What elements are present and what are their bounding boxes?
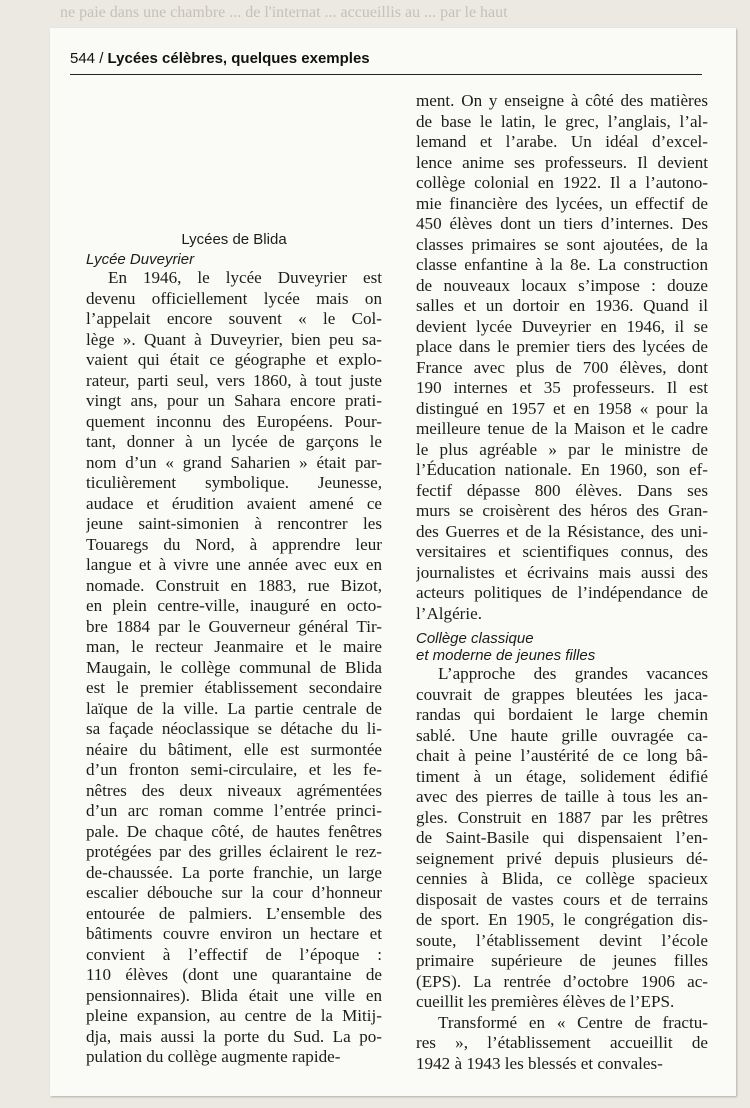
text-line: mie financière des lycées, un effectif de [416,193,708,213]
text-line: tant, donner à un lycée de garçons le [86,432,382,451]
text-line: néaire du bâtiment, elle est surmontée [86,739,382,759]
text-line: escalier débouche sur la cour d’honneur [86,883,382,902]
text-line: entourée de palmiers. L’ensemble des [86,903,382,923]
text-line: dja, mais aussi la porte du Sud. La po- [86,1026,382,1046]
text-line: Maugain, le collège communal de Blida [86,657,382,677]
text-line: Touaregs du Nord, à apprendre leur [86,534,382,554]
text-line: Transformé en « Centre de fractu- [438,1012,708,1032]
text-line: sablé. Une haute grille ouvragée ca- [416,725,708,745]
text-line: man, le recteur Jeanmaire et le maire [86,637,382,656]
text-line: lège ». Quant à Duveyrier, bien peu sa- [86,329,382,349]
text-line: avec des pierres de taille à tous les an- [416,787,708,806]
text-line: des Guerres et de la Résistance, des uni- [416,521,708,541]
text-line: chait à peine l’austérité de ce long bâ- [416,746,708,765]
section-title: Lycées de Blida [181,231,287,248]
subsection-title-college-line-1: Collège classique [416,630,534,647]
text-line: ticulièrement symbolique. Jeunesse, [86,473,382,492]
text-line: soute, l’établissement devint l’école [416,930,708,950]
text-line: murs se croisèrent des héros des Gran- [416,501,708,520]
text-line: couvrait de grappes bleutées les jaca- [416,684,708,704]
text-line: de nouveaux locaux s’impose : douze [416,275,708,295]
text-line: lence anime ses professeurs. Il devient [416,152,708,172]
text-line: devenu officiellement lycée mais on [86,288,382,308]
text-line: le plus agréable » par le ministre de [416,439,708,459]
text-line: de base le latin, le grec, l’anglais, l’al- [416,111,708,131]
text-line: bâtiments couvre environ un hectare et [86,924,382,943]
text-line: gles. Construit en 1887 par les prêtres [416,807,708,827]
text-line: jeune saint-simonien à rencontrer les [86,514,382,533]
text-line: 1942 à 1943 les blessés et convales- [416,1053,663,1073]
text-line: collège colonial en 1922. Il a l’autono- [416,173,708,192]
right-column-body-1 [416,91,708,624]
text-line: devient lycée Duveyrier en 1946, il se [416,316,708,336]
subsection-title-college-line-2: et moderne de jeunes filles [416,647,596,664]
text-line: de Saint-Basile qui dispensaient l’en- [416,828,708,847]
text-line: d’un arc roman comme l’entrée princi- [86,801,382,820]
text-line: l’appelait encore souvent « le Col- [86,309,382,328]
text-line: nêtres des deux niveaux agrémentées [86,780,382,800]
text-line: cueillit les premières élèves de l’EPS. [416,992,675,1011]
text-line: (EPS). La rentrée d’octobre 1906 ac- [416,971,708,991]
text-line: protégées par des grilles éclairent le rez- [86,842,382,861]
text-line: l’Éducation nationale. En 1960, son ef- [416,460,708,479]
right-column-body-2 [416,664,708,1074]
text-line: acteurs politiques de l’indépendance de [416,583,708,602]
text-line: classe enfantine à la 8e. La construction [416,255,708,274]
text-line: En 1946, le lycée Duveyrier est [108,268,382,287]
text-line: de-chaussée. La porte franchie, un large [86,862,382,882]
text-line: fectif dépasse 800 élèves. Dans ses [416,480,708,500]
text-line: 450 élèves dont un tiers d’internes. Des [416,214,708,233]
text-line: lemand et l’arabe. Un idéal d’excel- [416,132,708,151]
text-line: langue et à vivre une année avec eux en [86,555,382,574]
bleed-through-text: ne paie dans une chambre ... de l'internat ... accueillis au ... par le haut [60,4,508,21]
text-line: primaire supérieure de jeunes filles [416,951,708,970]
text-line: sa façade néoclassique se détache du li- [86,719,382,738]
text-line: pulation du collège augmente rapide- [86,1047,341,1066]
text-line: 190 internes et 35 professeurs. Il est [416,378,708,397]
text-line: d’un fronton semi-circulaire, et les fe- [86,760,382,779]
text-line: nom d’un « grand Saharien » était par- [86,452,382,472]
text-line: 110 élèves (dont une quarantaine de [86,965,382,984]
text-line: distingué en 1957 et en 1958 « pour la [416,398,708,418]
left-column-body [86,268,382,1068]
text-line: seignement privé depuis plusieurs dé- [416,848,708,868]
text-line: bre 1884 par le Gouverneur général Tir- [86,616,382,636]
text-line: salles et un dortoir en 1936. Quand il [416,296,708,315]
text-line: est le premier établissement secondaire [86,678,382,697]
text-line: vingt ans, pour un Sahara encore prati- [86,391,382,410]
text-line: France avec plus de 700 élèves, dont [416,357,708,377]
text-line: res », l’établissement accueillit de [416,1033,708,1052]
text-line: timent à un étage, solidement édifié [416,766,708,786]
text-line: nomade. Construit en 1883, rue Bizot, [86,575,382,595]
running-title: Lycées célèbres, quelques exemples [107,50,370,67]
text-line: convient à l’effectif de l’époque : [86,944,382,964]
text-line: pale. De chaque côté, de hautes fenêtres [86,821,382,841]
text-line: disposait de vastes cours et de terrains [416,889,708,909]
text-line: de sport. En 1905, le congrégation dis- [416,910,708,929]
text-line: classes primaires se sont ajoutées, de la [416,234,708,254]
text-line: l’Algérie. [416,603,482,623]
text-line: laïque de la ville. La partie centrale de [86,698,382,718]
text-line: ment. On y enseigne à côté des matières [416,91,708,110]
text-line: pensionnaires). Blida était une ville en [86,985,382,1005]
page-number: 544 / [70,50,104,67]
text-line: versitaires et scientifiques connus, des [416,542,708,561]
text-line: en plein centre-ville, inauguré en octo- [86,596,382,615]
text-line: journalistes et écrivains mais aussi des [416,562,708,582]
text-line: quement inconnu des Européens. Pour- [86,411,382,431]
text-line: vaient qui était ce géographe et explo- [86,350,382,369]
text-line: audace et érudition avaient amené ce [86,493,382,513]
text-line: pleine expansion, au centre de la Mitij- [86,1006,382,1025]
right-column [416,91,708,1074]
document-page [50,28,736,1096]
text-line: L’approche des grandes vacances [438,664,708,683]
text-line: randas qui bordaient le large chemin [416,705,708,724]
running-header [70,50,702,75]
text-line: cennies à Blida, ce collège spacieux [416,869,708,888]
text-line: place dans le premier tiers des lycées de [416,337,708,356]
text-line: rateur, parti seul, vers 1860, à tout juste [86,370,382,390]
subsection-title-lycee-duveyrier: Lycée Duveyrier [86,251,195,268]
text-line: meilleure tenue de la Maison et le cadre [416,419,708,438]
left-column [86,229,382,1068]
